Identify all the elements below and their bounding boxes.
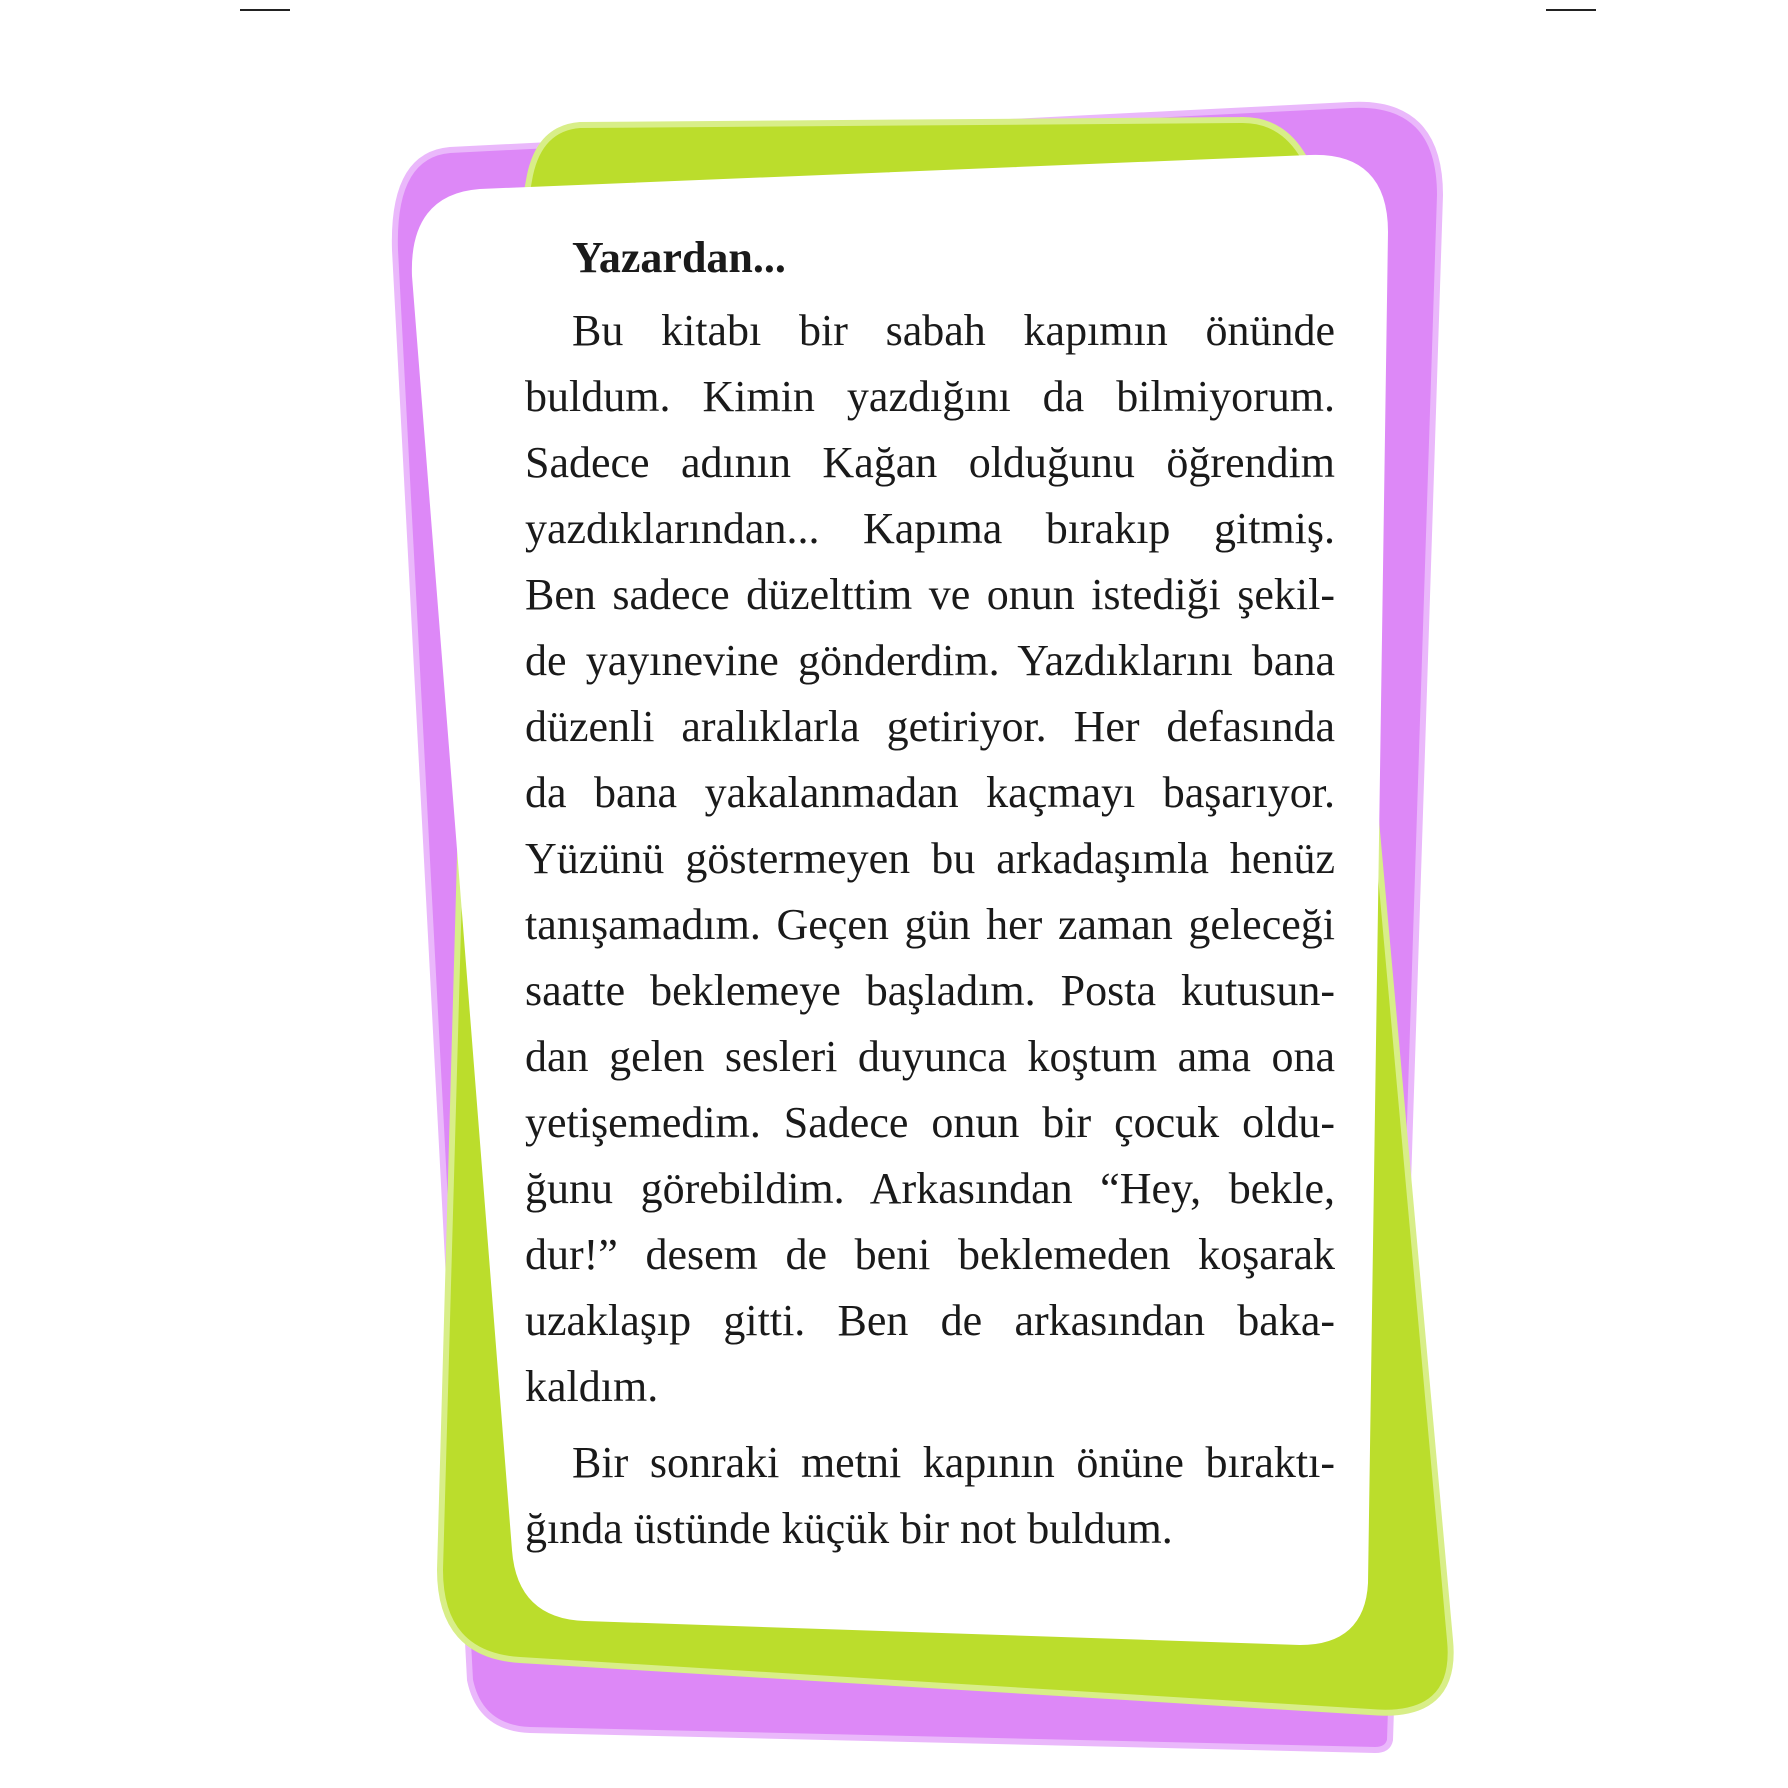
text-line: Bu kitabı bir sabah kapımın önünde (572, 306, 1335, 355)
text-line: da bana yakalanmadan kaçmayı başarıyor. (525, 768, 1335, 817)
text-line: saatte beklemeye başladım. Posta kutusun- (525, 966, 1335, 1015)
text-line: Yüzünü göstermeyen bu arkadaşımla henüz (525, 834, 1335, 883)
text-line: buldum. Kimin yazdığını da bilmiyorum. (525, 372, 1335, 421)
text-line: dur!” desem de beni beklemeden koşarak (525, 1230, 1335, 1279)
paragraph-1 (525, 298, 1335, 1420)
text-line: kaldım. (525, 1362, 659, 1411)
text-line: ğunu görebildim. Arkasından “Hey, bekle, (525, 1164, 1335, 1213)
author-note (525, 220, 1335, 1562)
text-line: Ben sadece düzelttim ve onun istediği şekil- (525, 570, 1335, 619)
text-line: dan gelen sesleri duyunca koştum ama ona (525, 1032, 1335, 1081)
text-line: ğında üstünde küçük bir not buldum. (525, 1504, 1173, 1553)
text-line: Bir sonraki metni kapının önüne bıraktı- (572, 1438, 1335, 1487)
text-line: de yayınevine gönderdim. Yazdıklarını bana (525, 636, 1335, 685)
text-line: tanışamadım. Geçen gün her zaman geleceği (525, 900, 1335, 949)
paragraph-2 (525, 1430, 1335, 1562)
text-line: yetişemedim. Sadece onun bir çocuk oldu- (525, 1098, 1335, 1147)
text-line: düzenli aralıklarla getiriyor. Her defasında (525, 702, 1335, 751)
text-line: uzaklaşıp gitti. Ben de arkasından baka- (525, 1296, 1335, 1345)
text-line: Sadece adının Kağan olduğunu öğrendim (525, 438, 1335, 487)
text-line: yazdıklarından... Kapıma bırakıp gitmiş. (525, 504, 1335, 553)
page-title: Yazardan... (572, 233, 786, 282)
